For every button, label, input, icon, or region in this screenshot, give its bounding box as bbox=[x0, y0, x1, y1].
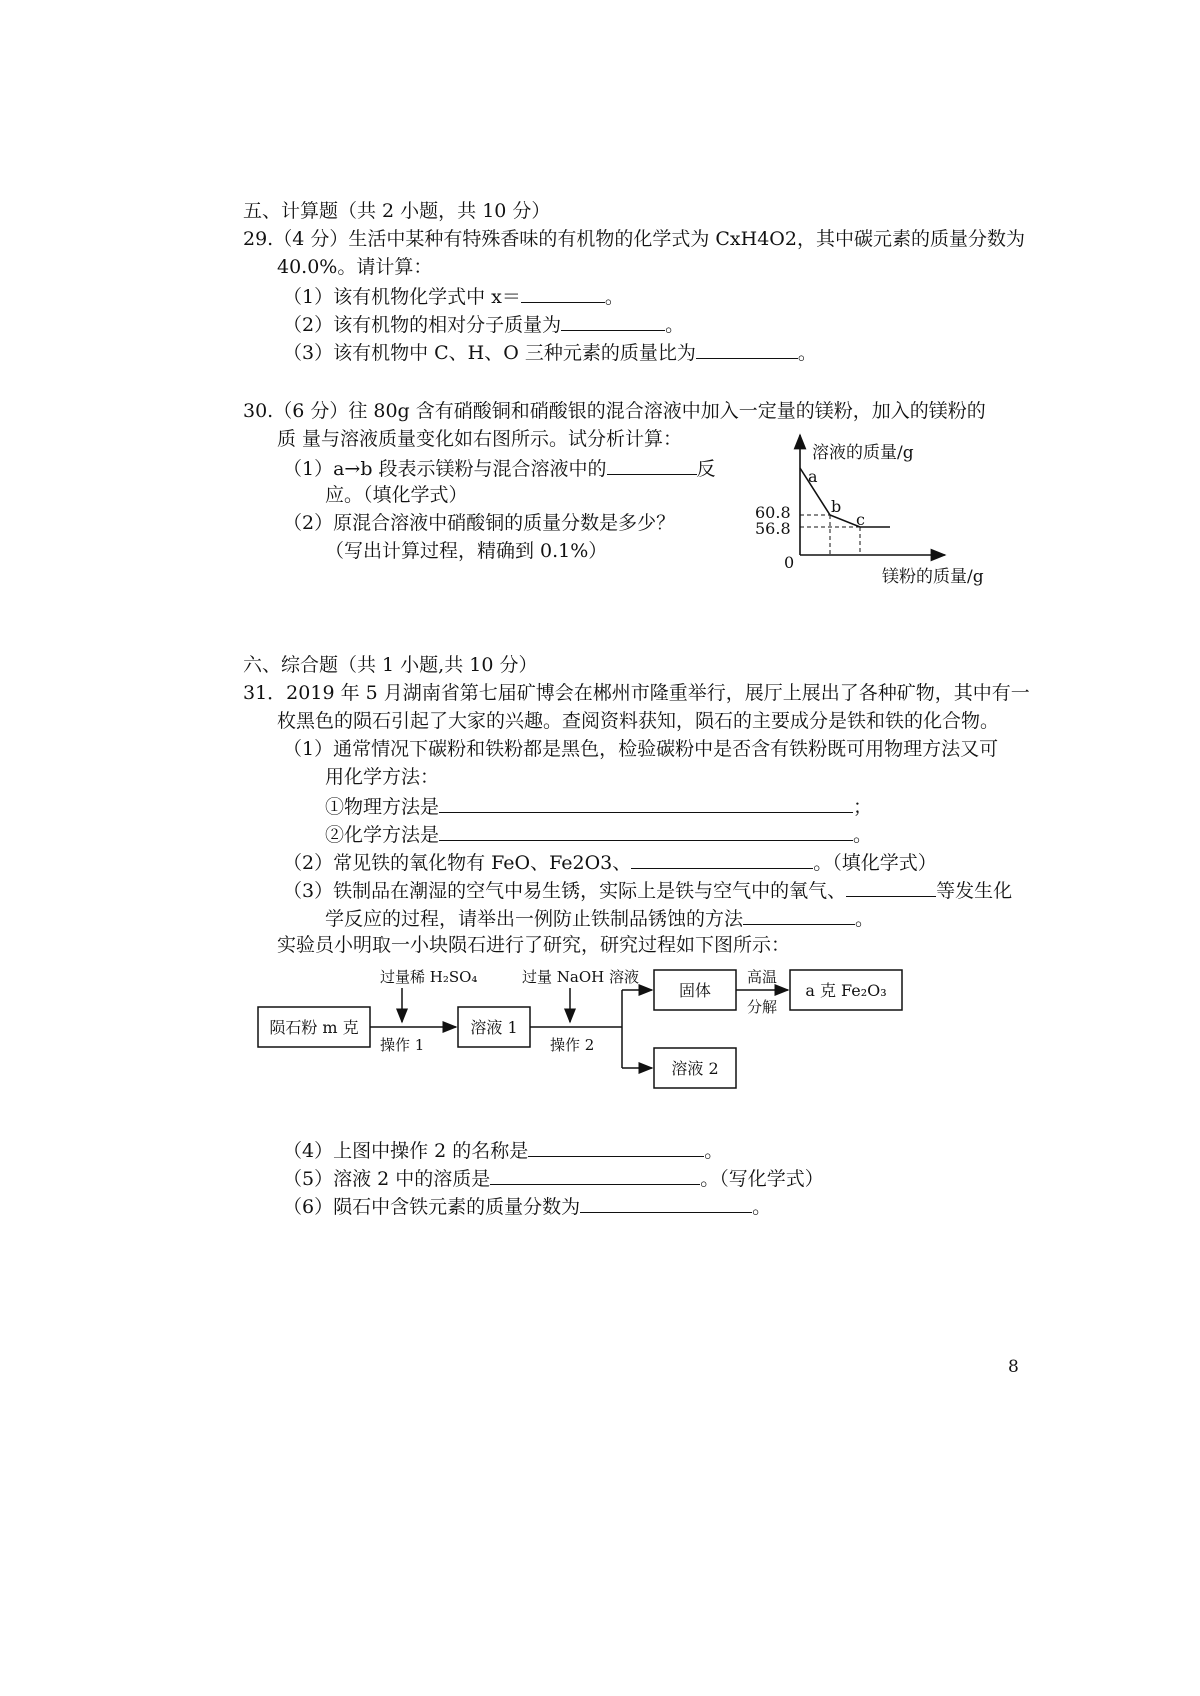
box-solution2-label: 溶液 2 bbox=[671, 1059, 719, 1078]
q31-answer-blank-2[interactable] bbox=[631, 848, 813, 869]
q31-answer-blank-3b[interactable] bbox=[743, 904, 855, 925]
y-axis-label: 溶液的质量/g bbox=[812, 443, 914, 463]
q31-method2 bbox=[325, 820, 872, 848]
q31-part6-end: 。 bbox=[752, 1196, 772, 1218]
reagent2-label: 过量 NaOH 溶液 bbox=[522, 968, 639, 986]
q31-stem-line1: 31．2019 年 5 月湖南省第七届矿博会在郴州市隆重举行，展厅上展出了各种矿物，其中有一 bbox=[243, 682, 1030, 704]
cond-bottom-label: 分解 bbox=[746, 998, 778, 1016]
q30-part2-note: （写出计算过程，精确到 0.1%） bbox=[325, 540, 608, 562]
q30-stem-line1: 30.（6 分）往 80g 含有硝酸铜和硝酸银的混合溶液中加入一定量的镁粉，加入的镁粉的 bbox=[243, 400, 986, 422]
point-label-c: c bbox=[856, 510, 865, 529]
box-solution1-label: 溶液 1 bbox=[470, 1018, 518, 1037]
q29-part1-end: 。 bbox=[604, 286, 624, 308]
q31-part3-end2: 。 bbox=[855, 908, 875, 930]
q31-answer-blank-4[interactable] bbox=[528, 1136, 704, 1157]
q29-part2 bbox=[283, 310, 684, 338]
point-label-b: b bbox=[831, 497, 842, 516]
q31-part4-text: （4）上图中操作 2 的名称是 bbox=[283, 1140, 529, 1162]
q30-part1-text: （1）a→b 段表示镁粉与混合溶液中的 bbox=[283, 458, 607, 480]
q31-stem-line2: 枚黑色的陨石引起了大家的兴趣。查阅资料获知，陨石的主要成分是铁和铁的化合物。 bbox=[277, 710, 1000, 732]
q31-method2-end: 。 bbox=[853, 824, 873, 846]
q30-part1-cont: 应。（填化学式） bbox=[325, 484, 468, 506]
q30-part1-end: 反 bbox=[696, 458, 716, 480]
q31-part3-end1: 等发生化 bbox=[936, 880, 1013, 902]
q29-answer-blank-2[interactable] bbox=[561, 310, 665, 331]
q31-part6-text: （6）陨石中含铁元素的质量分数为 bbox=[283, 1196, 581, 1218]
q31-part5-text: （5）溶液 2 中的溶质是 bbox=[283, 1168, 491, 1190]
section5-heading: 五、计算题（共 2 小题，共 10 分） bbox=[243, 200, 551, 222]
q29-part1-text: （1）该有机物化学式中 x＝ bbox=[283, 286, 521, 308]
q31-part5 bbox=[283, 1164, 824, 1192]
experiment-flowchart bbox=[250, 960, 920, 1100]
mass-chart bbox=[750, 430, 1000, 600]
q31-part4-end: 。 bbox=[704, 1140, 724, 1162]
q31-part6 bbox=[283, 1192, 771, 1220]
cond-top-label: 高温 bbox=[746, 968, 778, 986]
section6-heading: 六、综合题（共 1 小题,共 10 分） bbox=[243, 654, 538, 676]
q31-part3-text2: 学反应的过程，请举出一例防止铁制品锈蚀的方法 bbox=[325, 908, 744, 930]
page-number: 8 bbox=[1008, 1357, 1019, 1377]
q31-part2-text: （2）常见铁的氧化物有 FeO、Fe2O3、 bbox=[283, 852, 632, 874]
q31-part3-text: （3）铁制品在潮湿的空气中易生锈，实际上是铁与空气中的氧气、 bbox=[283, 880, 847, 902]
op1-label: 操作 1 bbox=[380, 1036, 425, 1054]
y-tick-label-2: 56.8 bbox=[755, 519, 791, 538]
origin-label: 0 bbox=[784, 553, 795, 572]
q29-part3 bbox=[283, 338, 817, 366]
q29-stem-line2: 40.0%。请计算： bbox=[277, 256, 433, 278]
box-meteorite-powder-label: 陨石粉 m 克 bbox=[269, 1018, 359, 1037]
q31-method2-text: ②化学方法是 bbox=[325, 824, 440, 846]
q31-part4 bbox=[283, 1136, 723, 1164]
q29-part2-text: （2）该有机物的相对分子质量为 bbox=[283, 314, 562, 336]
q31-method1-text: ①物理方法是 bbox=[325, 796, 440, 818]
box-fe2o3-label: a 克 Fe₂O₃ bbox=[805, 981, 887, 1000]
q31-answer-blank-chemical[interactable] bbox=[439, 820, 853, 841]
q31-part3-line2 bbox=[325, 904, 874, 932]
reagent1-label: 过量稀 H₂SO₄ bbox=[380, 968, 478, 986]
point-label-a: a bbox=[808, 467, 818, 486]
q31-part1-line2: 用化学方法： bbox=[325, 766, 440, 788]
q31-part2 bbox=[283, 848, 937, 876]
q31-intro: 实验员小明取一小块陨石进行了研究，研究过程如下图所示： bbox=[277, 934, 791, 956]
q30-part1 bbox=[283, 454, 716, 482]
y-tick-label-1: 60.8 bbox=[755, 503, 791, 522]
q30-stem-line2: 质 量与溶液质量变化如右图所示。试分析计算： bbox=[277, 428, 683, 450]
op2-label: 操作 2 bbox=[550, 1036, 595, 1054]
q29-part1 bbox=[283, 282, 624, 310]
q31-part5-end: 。（写化学式） bbox=[700, 1168, 824, 1190]
q30-answer-blank-1[interactable] bbox=[607, 454, 697, 475]
q29-part3-end: 。 bbox=[797, 342, 817, 364]
q31-method1 bbox=[325, 792, 872, 820]
q31-answer-blank-3a[interactable] bbox=[846, 876, 936, 897]
q31-answer-blank-5[interactable] bbox=[490, 1164, 700, 1185]
q29-answer-blank-1[interactable] bbox=[521, 282, 605, 303]
box-solid-label: 固体 bbox=[678, 981, 712, 1000]
q31-part2-end: 。（填化学式） bbox=[813, 852, 937, 874]
q31-part1-line1: （1）通常情况下碳粉和铁粉都是黑色，检验碳粉中是否含有铁粉既可用物理方法又可 bbox=[283, 738, 999, 760]
x-axis-label: 镁粉的质量/g bbox=[882, 567, 984, 587]
q29-answer-blank-3[interactable] bbox=[696, 338, 798, 359]
q29-stem-line1: 29.（4 分）生活中某种有特殊香味的有机物的化学式为 CxH4O2，其中碳元素的质量分数为 bbox=[243, 228, 1025, 250]
q29-part2-end: 。 bbox=[665, 314, 685, 336]
q31-method1-end: ； bbox=[853, 796, 873, 818]
q31-answer-blank-physical[interactable] bbox=[439, 792, 853, 813]
q29-part3-text: （3）该有机物中 C、H、O 三种元素的质量比为 bbox=[283, 342, 696, 364]
q31-part3-line1 bbox=[283, 876, 1012, 904]
q31-answer-blank-6[interactable] bbox=[580, 1192, 752, 1213]
q30-part2: （2）原混合溶液中硝酸铜的质量分数是多少？ bbox=[283, 512, 676, 534]
